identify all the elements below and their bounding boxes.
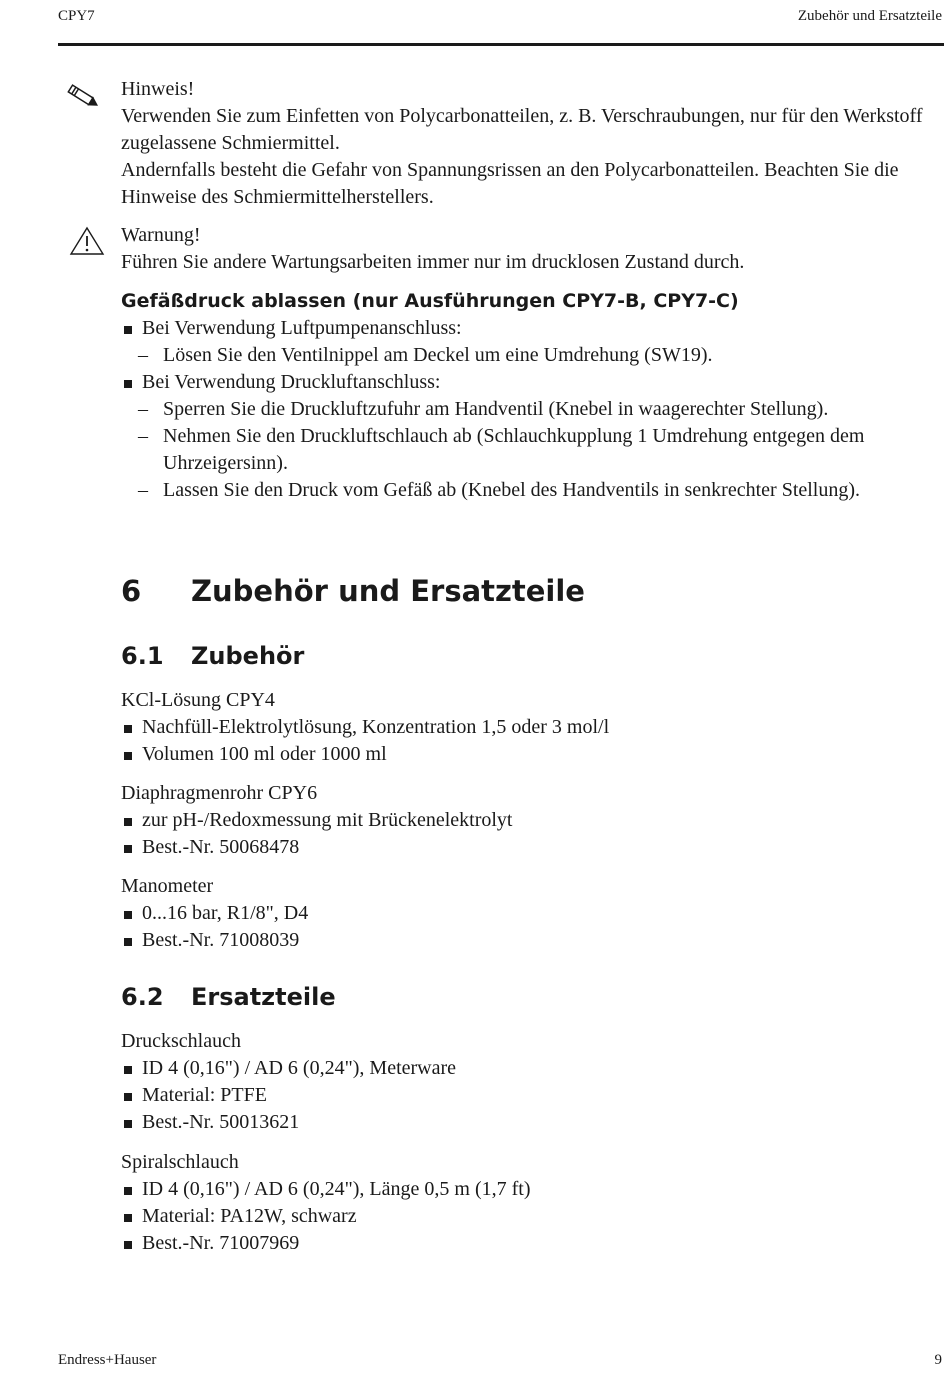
group-title: Manometer: [121, 875, 214, 897]
warning-triangle-icon: [69, 226, 105, 256]
sub-list-item: – Lassen Sie den Druck vom Gefäß ab (Knebel des Handventils in senkrechter Stellung).: [121, 477, 943, 504]
note-line-2: Andernfalls besteht die Gefahr von Spannungsrissen an den Polycarbonatteilen. Beachten Sie die Hinweise des Schmiermittelherstellers.: [121, 159, 899, 208]
spare-pressure-hose: [121, 1028, 943, 1136]
sub-list-item: – Sperren Sie die Druckluftzufuhr am Handventil (Knebel in waagerechter Stellung).: [121, 396, 943, 423]
list-item-text: Bei Verwendung Druckluftanschluss:: [142, 371, 441, 393]
list-item: Volumen 100 ml oder 1000 ml: [121, 741, 943, 768]
list-item: Best.-Nr. 71008039: [121, 927, 943, 954]
section-title: Zubehör: [191, 642, 305, 670]
page-number: 9: [934, 1352, 942, 1368]
group-title: Diaphragmenrohr CPY6: [121, 782, 318, 804]
pressure-heading: Gefäßdruck ablassen (nur Ausführungen CPY7-B, CPY7-C): [121, 290, 739, 312]
note-line-1: Verwenden Sie zum Einfetten von Polycarbonatteilen, z. B. Verschraubungen, nur für den Werkstoff zugelassene Schmiermittel.: [121, 105, 923, 154]
list-item: Material: PA12W, schwarz: [121, 1203, 943, 1230]
note-title: Hinweis!: [121, 78, 195, 100]
list-item: [121, 369, 943, 504]
list-item: [121, 315, 943, 369]
list-item: zur pH-/Redoxmessung mit Brückenelektrolyt: [121, 807, 943, 834]
pressure-block: [121, 288, 943, 504]
sub-list-item: – Nehmen Sie den Druckluftschlauch ab (Schlauchkupplung 1 Umdrehung entgegen dem Uhrzeigersinn).: [121, 423, 943, 477]
list-item: ID 4 (0,16") / AD 6 (0,24"), Meterware: [121, 1055, 943, 1082]
accessory-diaphragm-tube: [121, 780, 943, 861]
section-heading-spare-parts: [121, 983, 336, 1011]
group-title: Spiralschlauch: [121, 1151, 239, 1173]
accessory-manometer: [121, 873, 943, 954]
group-title: KCl-Lösung CPY4: [121, 689, 275, 711]
accessory-kcl: [121, 687, 943, 768]
section-heading-accessories: [121, 642, 304, 670]
warning-title: Warnung!: [121, 224, 201, 246]
list-item: Best.-Nr. 71007969: [121, 1230, 943, 1257]
warning-block: [121, 222, 943, 276]
note-block: [121, 76, 943, 211]
header-doc-id: CPY7: [58, 8, 95, 24]
section-title: Ersatzteile: [191, 983, 336, 1011]
list-item: Nachfüll-Elektrolytlösung, Konzentration 1,5 oder 3 mol/l: [121, 714, 943, 741]
chapter-heading: [121, 574, 585, 608]
group-title: Druckschlauch: [121, 1030, 241, 1052]
list-item: Best.-Nr. 50068478: [121, 834, 943, 861]
pressure-list: [121, 315, 943, 504]
list-item: 0...16 bar, R1/8", D4: [121, 900, 943, 927]
header-rule: [58, 43, 944, 46]
list-item-text: Bei Verwendung Luftpumpenanschluss:: [142, 317, 462, 339]
list-item: Material: PTFE: [121, 1082, 943, 1109]
footer-brand: Endress+Hauser: [58, 1352, 157, 1368]
header-section-title: Zubehör und Ersatzteile: [797, 8, 942, 24]
list-item: ID 4 (0,16") / AD 6 (0,24"), Länge 0,5 m (1,7 ft): [121, 1176, 943, 1203]
sub-list-item: – Lösen Sie den Ventilnippel am Deckel um eine Umdrehung (SW19).: [121, 342, 943, 369]
section-number: 6.1: [121, 642, 164, 670]
warning-text: Führen Sie andere Wartungsarbeiten immer nur im drucklosen Zustand durch.: [121, 251, 745, 273]
list-item: Best.-Nr. 50013621: [121, 1109, 943, 1136]
pencil-note-icon: [66, 82, 102, 112]
spare-spiral-hose: [121, 1149, 943, 1257]
chapter-title: Zubehör und Ersatzteile: [191, 574, 585, 608]
section-number: 6.2: [121, 983, 164, 1011]
chapter-number: 6: [121, 574, 142, 608]
